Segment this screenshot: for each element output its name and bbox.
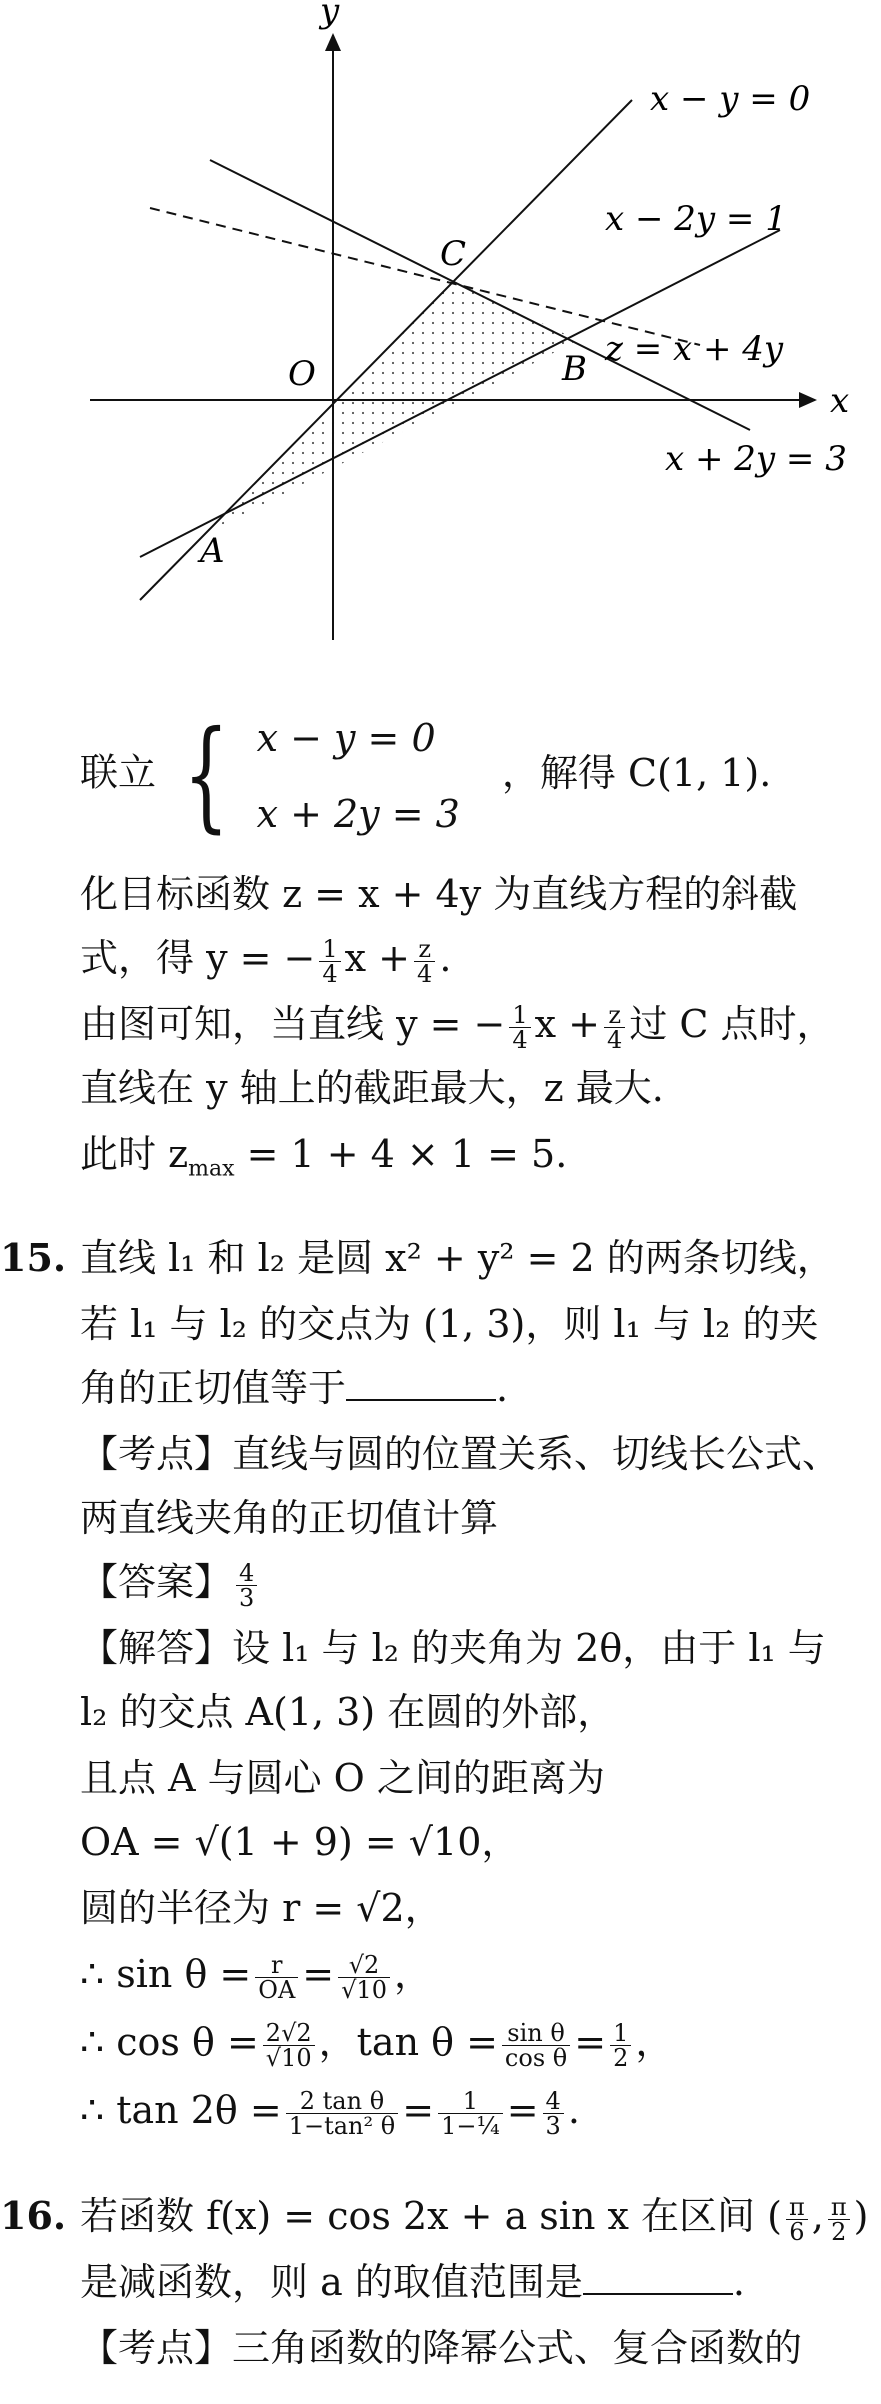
text-segment: 设 l₁ 与 l₂ 的夹角为 2θ，由于 l₁ 与 <box>232 1626 826 1670</box>
point-a-label: A <box>200 531 225 571</box>
numerator: π <box>828 2195 850 2220</box>
axis-x-label: x <box>830 381 850 421</box>
numerator: 1 <box>438 2089 503 2114</box>
denominator: 4 <box>512 1026 528 1054</box>
subscript: max <box>188 1156 235 1182</box>
text-segment: . <box>439 936 452 980</box>
text-segment: = <box>302 1952 335 1996</box>
answer-fraction <box>236 1561 257 1610</box>
text-line <box>80 2080 580 2140</box>
numerator: sin θ <box>502 2021 570 2046</box>
denominator: √10 <box>265 2044 312 2072</box>
denominator: 2 <box>613 2044 629 2072</box>
denominator: 4 <box>417 960 433 988</box>
text-line: 若 l₁ 与 l₂ 的交点为 (1, 3)，则 l₁ 与 l₂ 的夹 <box>80 1302 819 1346</box>
text-line: 两直线夹角的正切值计算 <box>80 1496 499 1540</box>
text-line <box>80 1944 432 2004</box>
kaodian-label: 【考点】 <box>80 2326 233 2370</box>
fraction <box>319 937 340 986</box>
text-segment: . <box>732 2260 745 2304</box>
text-segment: ， <box>393 1952 432 1996</box>
text-line <box>80 2012 673 2072</box>
numerator: √2 <box>338 1953 390 1978</box>
text-segment: 是减函数，则 a 的取值范围是 <box>80 2260 583 2304</box>
text-segment: . <box>567 2088 580 2132</box>
answer-blank[interactable] <box>346 1361 496 1401</box>
feasible-region <box>215 282 578 530</box>
fraction <box>543 2089 564 2138</box>
fraction <box>438 2089 503 2138</box>
text-segment: 式，得 y = − <box>80 936 316 980</box>
text-segment: ∴ sin θ = <box>80 1952 252 1996</box>
numerator: 1 <box>319 937 340 962</box>
feasible-region-figure <box>0 0 881 640</box>
text-segment: ) <box>853 2194 869 2238</box>
text-segment: ∴ cos θ = <box>80 2020 259 2064</box>
text-line <box>80 2186 868 2246</box>
text-segment: x + <box>344 936 411 980</box>
text-line <box>80 1618 826 1678</box>
denominator: 3 <box>239 1584 255 1612</box>
fraction <box>263 2021 315 2070</box>
text-line: OA = √(1 + 9) = √10， <box>80 1820 520 1864</box>
numerator: 1 <box>610 2021 631 2046</box>
equation-2: x + 2y = 3 <box>256 792 460 836</box>
text-segment: 若函数 f(x) = cos 2x + a sin x 在区间 ( <box>80 2194 782 2238</box>
text-segment: = <box>574 2020 607 2064</box>
numerator: 2√2 <box>263 2021 315 2046</box>
text-segment: 此时 z <box>80 1132 189 1176</box>
denominator: 1−tan² θ <box>288 2112 396 2140</box>
text-segment: = <box>402 2088 435 2132</box>
text-line: 直线 l₁ 和 l₂ 是圆 x² + y² = 2 的两条切线， <box>80 1236 835 1280</box>
text-line <box>80 1552 261 1612</box>
text-segment: 角的正切值等于 <box>80 1366 347 1410</box>
point-b-label: B <box>562 349 587 389</box>
text-segment: ∴ tan 2θ = <box>80 2088 282 2132</box>
text-segment: x + <box>534 1002 601 1046</box>
text-segment: ， <box>635 2020 674 2064</box>
text-segment: , <box>811 2194 824 2238</box>
fraction <box>509 1003 530 1052</box>
numerator: 1 <box>509 1003 530 1028</box>
fraction <box>286 2089 399 2138</box>
text-line <box>80 1424 840 1484</box>
line-label-x-minus-y: x − y = 0 <box>650 79 811 119</box>
text-line <box>80 2318 802 2378</box>
line-x-minus-2y <box>140 230 780 557</box>
text-line: l₂ 的交点 A(1, 3) 在圆的外部， <box>80 1690 616 1734</box>
text-line: 且点 A 与圆心 O 之间的距离为 <box>80 1756 605 1800</box>
question-number-16: 16. <box>0 2193 67 2238</box>
denominator: cos θ <box>504 2044 568 2072</box>
denominator: 2 <box>831 2218 847 2246</box>
text-segment: 三角函数的降幂公式、复合函数的 <box>232 2326 803 2370</box>
denominator: OA <box>258 1976 296 2004</box>
text-segment: 直线与圆的位置关系、切线长公式、 <box>232 1432 841 1476</box>
joint-prefix: 联立 <box>80 750 157 795</box>
text-line <box>80 2252 745 2312</box>
fraction <box>786 2195 808 2244</box>
text-segment: . <box>496 1366 509 1410</box>
brace-icon: { <box>183 706 230 845</box>
joint-suffix: ，解得 C(1, 1). <box>501 750 772 795</box>
denominator: 1−¼ <box>441 2112 500 2140</box>
text-segment: 过 C 点时， <box>629 1002 835 1046</box>
numerator: r <box>255 1953 298 1978</box>
text-line: 直线在 y 轴上的截距最大，z 最大. <box>80 1066 664 1110</box>
origin-label: O <box>288 354 316 394</box>
fraction <box>502 2021 570 2070</box>
fraction <box>338 1953 390 2002</box>
denominator: 6 <box>789 2218 805 2246</box>
numerator: 4 <box>236 1561 257 1586</box>
text-line: 圆的半径为 r = √2， <box>80 1886 443 1930</box>
axis-y-label: y <box>320 0 340 31</box>
text-line <box>80 994 835 1054</box>
numerator: π <box>786 2195 808 2220</box>
line-label-x-plus-2y: x + 2y = 3 <box>665 439 847 479</box>
fraction <box>414 937 435 986</box>
fraction <box>604 1003 625 1052</box>
text-line <box>80 1124 567 1200</box>
numerator: 4 <box>543 2089 564 2114</box>
denominator: 4 <box>607 1026 623 1054</box>
denominator: √10 <box>341 1976 387 2004</box>
text-line <box>80 928 451 988</box>
text-segment: = <box>506 2088 539 2132</box>
line-label-x-minus-2y: x − 2y = 1 <box>605 199 787 239</box>
question-number-15: 15. <box>0 1235 67 1280</box>
system-of-equations <box>80 700 771 852</box>
answer-blank[interactable] <box>583 2255 733 2295</box>
text-segment: = 1 + 4 × 1 = 5. <box>234 1132 568 1176</box>
denominator: 4 <box>322 960 338 988</box>
numerator: 2 tan θ <box>286 2089 399 2114</box>
fraction <box>828 2195 850 2244</box>
numerator: z <box>414 937 435 962</box>
fraction <box>610 2021 631 2070</box>
text-line <box>80 1358 508 1418</box>
point-c-label: C <box>440 234 467 274</box>
equation-1: x − y = 0 <box>256 716 436 760</box>
kaodian-label: 【考点】 <box>80 1432 233 1476</box>
fraction <box>255 1953 298 2002</box>
denominator: 3 <box>545 2112 561 2140</box>
equation-system <box>257 700 460 852</box>
text-segment: 由图可知，当直线 y = − <box>80 1002 506 1046</box>
text-line: 化目标函数 z = x + 4y 为直线方程的斜截 <box>80 872 798 916</box>
numerator: z <box>604 1003 625 1028</box>
jieda-label: 【解答】 <box>80 1626 233 1670</box>
answer-label: 【答案】 <box>80 1560 233 1604</box>
text-segment: ，tan θ = <box>318 2020 498 2064</box>
line-label-objective: z = x + 4y <box>605 329 784 369</box>
